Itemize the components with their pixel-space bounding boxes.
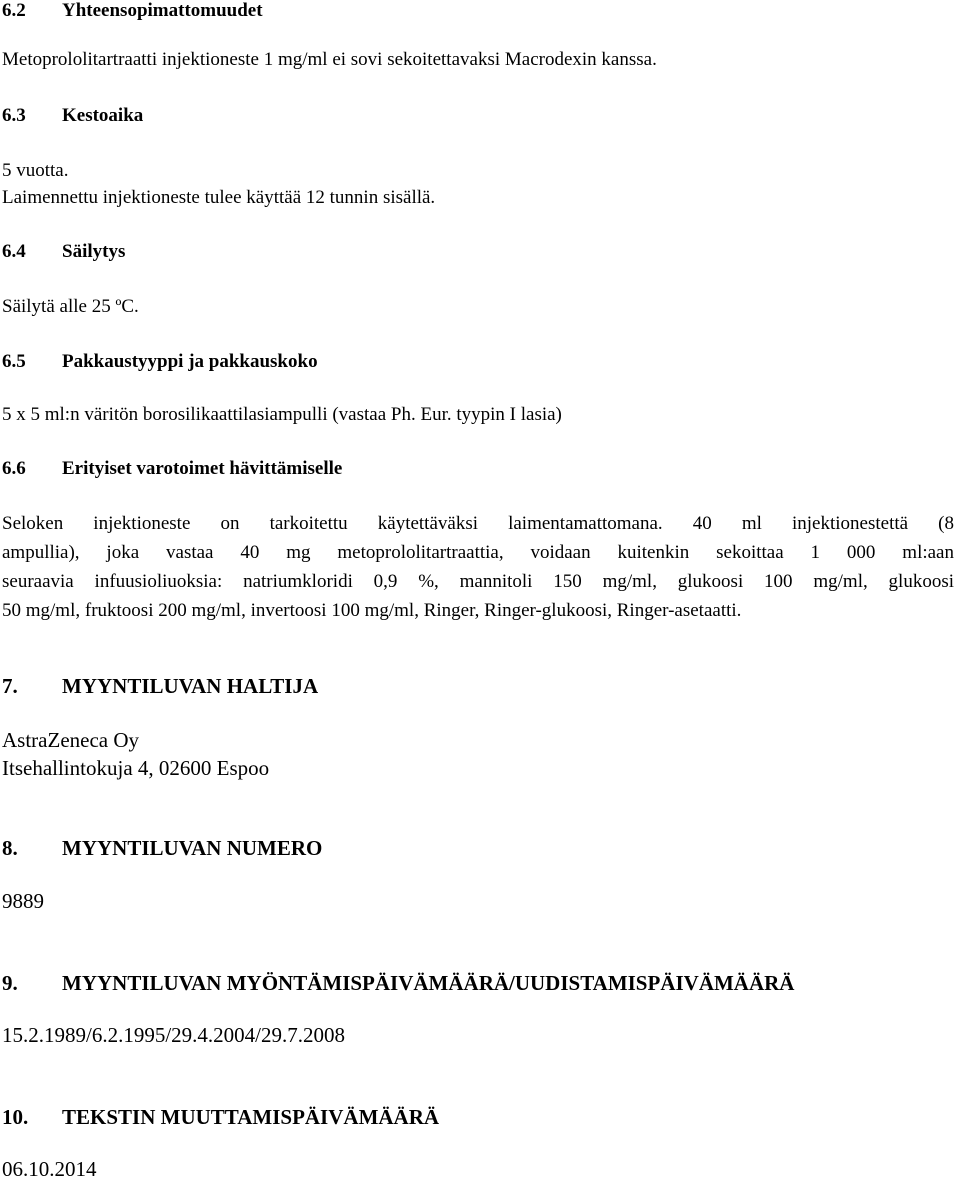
section-6-2-text: Metoprololitartraatti injektioneste 1 mg/ml ei sovi sekoitettavaksi Macrodexin kanssa. — [2, 49, 657, 70]
section-8-heading — [2, 837, 322, 859]
section-6-5-heading — [2, 351, 318, 373]
section-7-line-1: AstraZeneca Oy — [2, 728, 140, 752]
section-title: MYYNTILUVAN NUMERO — [62, 836, 323, 860]
section-title: MYYNTILUVAN HALTIJA — [62, 674, 319, 698]
section-title: TEKSTIN MUUTTAMISPÄIVÄMÄÄRÄ — [62, 1105, 440, 1129]
section-6-3-line-2: Laimennettu injektioneste tulee käyttää 12 tunnin sisällä. — [2, 187, 436, 208]
section-9-text: 15.2.1989/6.2.1995/29.4.2004/29.7.2008 — [2, 1023, 346, 1047]
section-7-line-2: Itsehallintokuja 4, 02600 Espoo — [2, 756, 270, 780]
section-6-4-text: Säilytä alle 25 ºC. — [2, 296, 139, 317]
section-10-text: 06.10.2014 — [2, 1157, 97, 1181]
section-number: 6.4 — [2, 241, 26, 262]
section-6-3-heading — [2, 105, 143, 127]
section-6-6-paragraph — [2, 509, 954, 625]
section-6-6-heading — [2, 458, 342, 480]
section-6-5-text: 5 x 5 ml:n väritön borosilikaattilasiampulli (vastaa Ph. Eur. tyypin I lasia) — [2, 404, 562, 425]
section-title: Erityiset varotoimet hävittämiselle — [62, 458, 343, 479]
paragraph-line: Seloken injektioneste on tarkoitettu käytettäväksi laimentamattomana. 40 ml injektionestettä (8 — [2, 513, 954, 534]
section-7-heading — [2, 675, 318, 697]
section-number: 9. — [2, 971, 18, 995]
section-number: 6.5 — [2, 351, 26, 372]
paragraph-line: 50 mg/ml, fruktoosi 200 mg/ml, invertoosi 100 mg/ml, Ringer, Ringer-glukoosi, Ringer-asetaatti. — [2, 600, 742, 621]
section-title: Pakkaustyyppi ja pakkauskoko — [62, 351, 318, 372]
section-6-3-line-1: 5 vuotta. — [2, 160, 69, 181]
section-title: Yhteensopimattomuudet — [62, 0, 263, 21]
section-number: 6.6 — [2, 458, 26, 479]
section-number: 6.3 — [2, 105, 26, 126]
section-number: 8. — [2, 836, 18, 860]
section-number: 10. — [2, 1105, 29, 1129]
section-6-4-heading — [2, 241, 125, 263]
section-number: 7. — [2, 674, 18, 698]
section-10-heading — [2, 1106, 439, 1128]
section-8-text: 9889 — [2, 889, 44, 913]
section-title: Kestoaika — [62, 105, 144, 126]
section-9-heading — [2, 972, 794, 994]
paragraph-line: ampullia), joka vastaa 40 mg metoprololitartraattia, voidaan kuitenkin sekoittaa 1 000 ml:aan — [2, 542, 954, 563]
section-title: MYYNTILUVAN MYÖNTÄMISPÄIVÄMÄÄRÄ/UUDISTAMISPÄIVÄMÄÄRÄ — [62, 971, 795, 995]
section-number: 6.2 — [2, 0, 26, 21]
section-title: Säilytys — [62, 241, 126, 262]
section-6-2-heading — [2, 0, 263, 22]
paragraph-line: seuraavia infuusioliuoksia: natriumkloridi 0,9 %, mannitoli 150 mg/ml, glukoosi 100 mg/ml, glukoosi — [2, 571, 954, 592]
